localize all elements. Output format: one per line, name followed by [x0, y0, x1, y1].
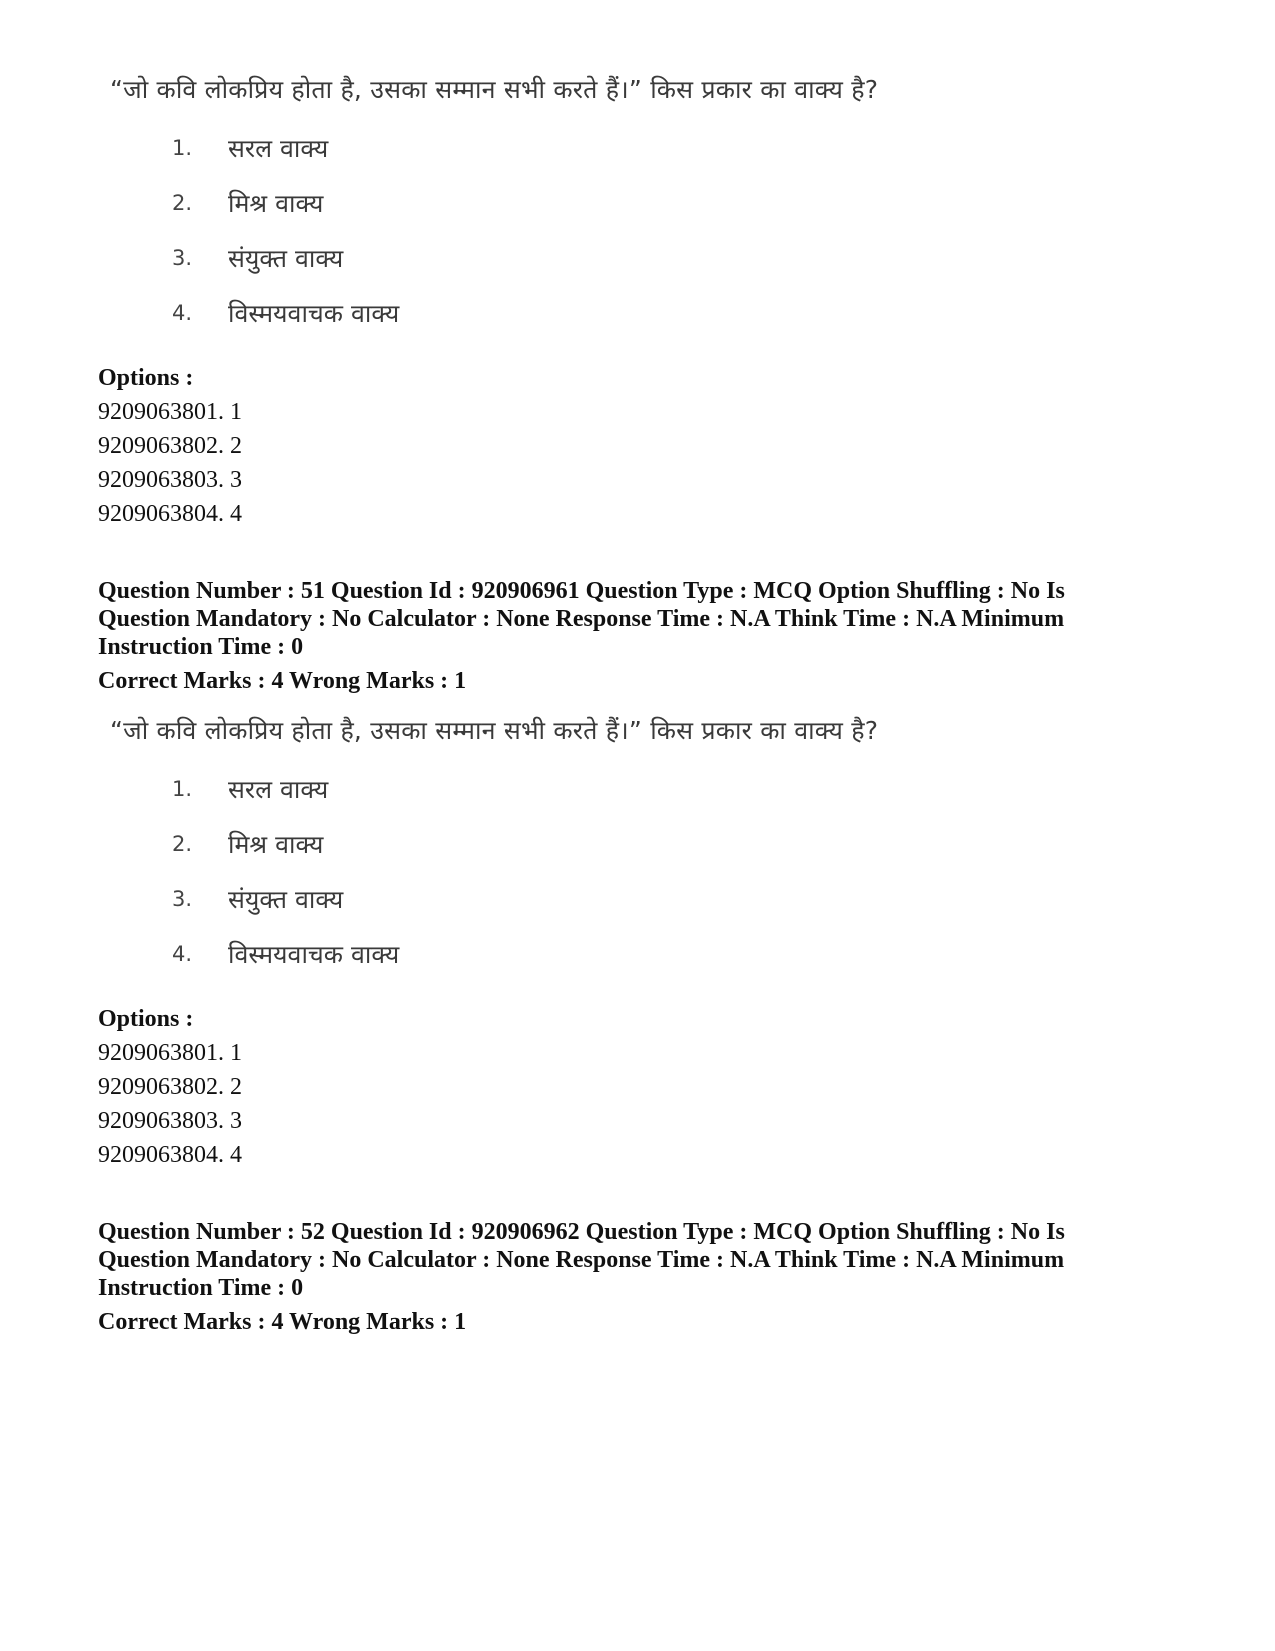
question-meta — [98, 1218, 1108, 1336]
option-item: 9209063802. 2 — [98, 433, 242, 459]
choice-item — [172, 293, 399, 333]
meta-line: Question Mandatory : No Calculator : None Response Time : N.A Think Time : N.A Minimum — [98, 1247, 1065, 1273]
choice-item — [172, 769, 328, 809]
choice-number: 1. — [172, 777, 193, 801]
choice-item — [172, 128, 328, 168]
choice-number: 2. — [172, 191, 193, 215]
choice-number: 4. — [172, 301, 193, 325]
choice-text: संयुक्त वाक्य — [228, 244, 344, 273]
question-text: “जो कवि लोकप्रिय होता है, उसका सम्मान सभी करते हैं।” किस प्रकार का वाक्य है? — [110, 75, 879, 104]
meta-line: Instruction Time : 0 — [98, 1275, 304, 1301]
choice-item — [172, 183, 323, 223]
question-meta — [98, 577, 1108, 695]
choice-text: मिश्र वाक्य — [228, 189, 324, 218]
options-heading: Options : — [98, 365, 194, 391]
choice-text: विस्मयवाचक वाक्य — [228, 299, 400, 328]
choice-text: विस्मयवाचक वाक्य — [228, 940, 400, 969]
choice-item — [172, 238, 343, 278]
meta-line: Question Mandatory : No Calculator : None Response Time : N.A Think Time : N.A Minimum — [98, 606, 1065, 632]
meta-line: Instruction Time : 0 — [98, 634, 304, 660]
option-item: 9209063803. 3 — [98, 467, 242, 493]
choice-text: सरल वाक्य — [228, 775, 329, 804]
meta-line: Question Number : 52 Question Id : 920906962 Question Type : MCQ Option Shuffling : No Is — [98, 1219, 1065, 1245]
choice-number: 2. — [172, 832, 193, 856]
marks-line: Correct Marks : 4 Wrong Marks : 1 — [98, 668, 467, 694]
choice-number: 1. — [172, 136, 193, 160]
option-item: 9209063801. 1 — [98, 1040, 242, 1066]
marks-line: Correct Marks : 4 Wrong Marks : 1 — [98, 1309, 467, 1335]
choice-number: 3. — [172, 887, 193, 911]
option-item: 9209063803. 3 — [98, 1108, 242, 1134]
option-item: 9209063802. 2 — [98, 1074, 242, 1100]
choice-text: मिश्र वाक्य — [228, 830, 324, 859]
option-item: 9209063804. 4 — [98, 1142, 242, 1168]
meta-line: Question Number : 51 Question Id : 920906961 Question Type : MCQ Option Shuffling : No Is — [98, 578, 1065, 604]
options-heading: Options : — [98, 1006, 194, 1032]
choice-text: सरल वाक्य — [228, 134, 329, 163]
choice-number: 3. — [172, 246, 193, 270]
option-item: 9209063804. 4 — [98, 501, 242, 527]
question-text: “जो कवि लोकप्रिय होता है, उसका सम्मान सभी करते हैं।” किस प्रकार का वाक्य है? — [110, 716, 879, 745]
options-list — [98, 1002, 242, 1172]
choice-item — [172, 879, 343, 919]
option-item: 9209063801. 1 — [98, 399, 242, 425]
choice-item — [172, 934, 399, 974]
choice-text: संयुक्त वाक्य — [228, 885, 344, 914]
choice-item — [172, 824, 323, 864]
choice-number: 4. — [172, 942, 193, 966]
options-list — [98, 361, 242, 531]
